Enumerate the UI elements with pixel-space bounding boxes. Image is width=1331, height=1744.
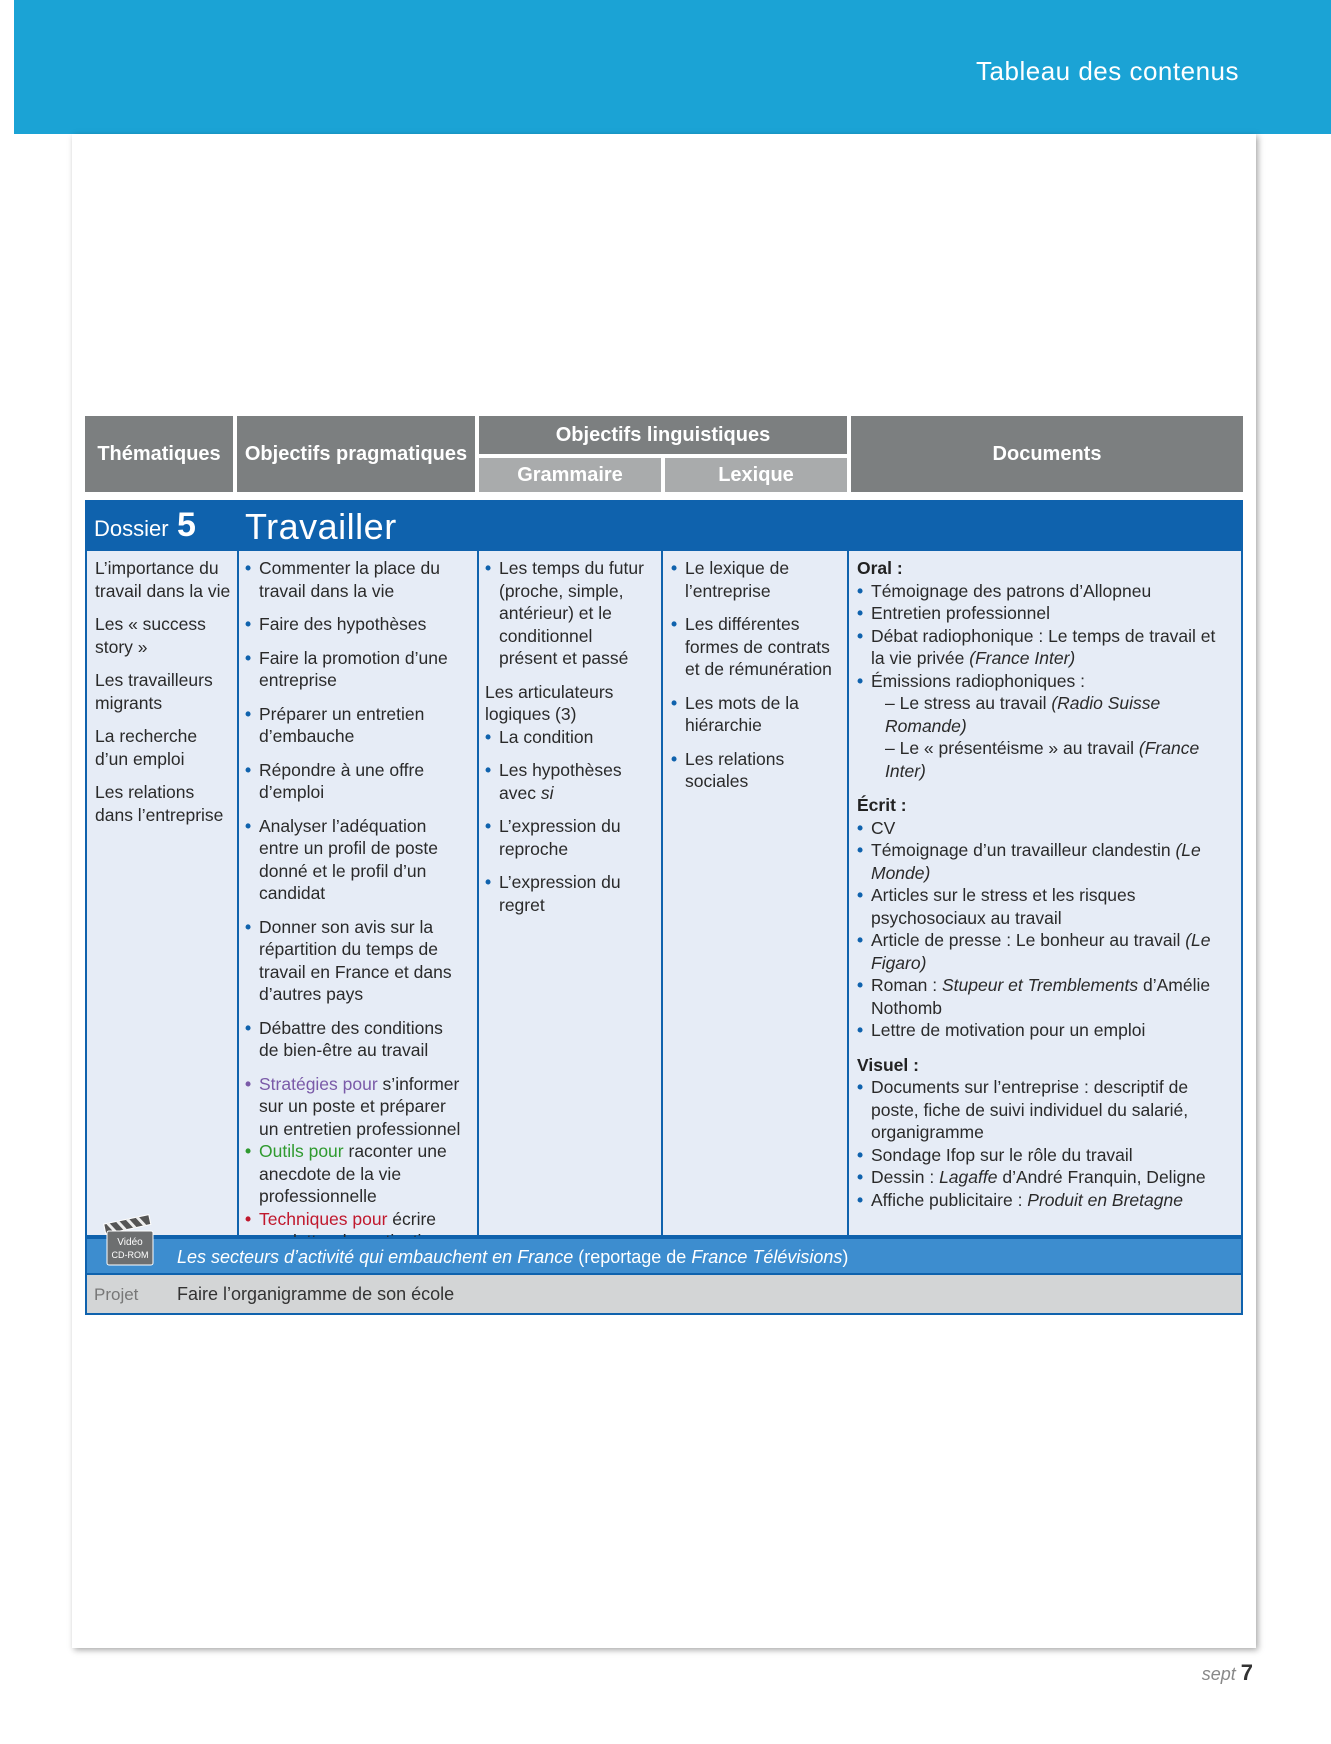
list-item: • Sondage Ifop sur le rôle du travail [857, 1144, 1233, 1167]
list-item: La recherche d’un emploi [95, 726, 198, 769]
page-number-word: sept [1201, 1664, 1236, 1684]
dossier-label: Dossier [94, 516, 169, 541]
list-item: • Entretien professionnel [857, 602, 1233, 625]
projet-text: Faire l’organigramme de son école [177, 1284, 455, 1304]
column-pragmatiques [237, 551, 479, 1235]
projet-row [85, 1275, 1243, 1315]
video-description: Les secteurs d’activité qui embauchent en France (reportage de France Télévisions) [177, 1247, 849, 1267]
dossier-number: 5 [177, 506, 196, 544]
list-item: • Analyser l’adéquation entre un profil de poste donné et le profil d’un candidat [245, 815, 467, 905]
dossier-title: Travailler [245, 506, 397, 547]
header-thematiques: Thématiques [85, 416, 233, 492]
oral-heading: Oral : [857, 558, 903, 578]
header-lexique: Lexique [665, 458, 847, 492]
list-item: • Donner son avis sur la répartition du temps de travail en France et dans d’autres pays [245, 916, 467, 1006]
list-item: Les travailleurs migrants [95, 670, 213, 713]
list-item: • Débat radiophonique : Le temps de travail et la vie privée (France Inter) [857, 625, 1233, 670]
list-item: • Dessin : Lagaffe d’André Franquin, Deligne [857, 1166, 1233, 1189]
table-body [85, 551, 1243, 1237]
list-item: • Répondre à une offre d’emploi [245, 759, 467, 804]
strategies-item: • Stratégies pour s’informer sur un poste et préparer un entretien professionnel [245, 1073, 467, 1141]
list-item: • Les temps du futur (proche, simple, antérieur) et le conditionnel présent et passé [485, 557, 655, 670]
video-row [85, 1237, 1243, 1275]
video-clapperboard-icon [101, 1205, 159, 1269]
list-item: • Affiche publicitaire : Produit en Bretagne [857, 1189, 1233, 1212]
articulateurs-label: Les articulateurs logiques (3) [485, 681, 614, 724]
header-documents: Documents [851, 416, 1243, 492]
cdrom-icon-label: CD-ROM [111, 1250, 149, 1260]
list-item: • Débattre des conditions de bien-être au travail [245, 1017, 467, 1062]
column-grammaire [477, 551, 663, 1235]
list-item: • Émissions radiophoniques : – Le stress au travail (Radio Suisse Romande) – Le « présentéisme » au travail (France Inter) [857, 670, 1233, 783]
list-item: • Documents sur l’entreprise : descriptif de poste, fiche de suivi individuel du salarié, organigramme [857, 1076, 1233, 1144]
list-item: • La condition [485, 726, 655, 749]
projet-label: Projet [94, 1285, 139, 1304]
list-item: • Les relations sociales [671, 748, 839, 793]
visuel-heading: Visuel : [857, 1054, 919, 1075]
video-icon-label: Vidéo [117, 1237, 143, 1248]
header-banner [14, 0, 1331, 134]
page-number [1202, 1660, 1253, 1686]
page-number-digit: 7 [1240, 1660, 1253, 1685]
ecrit-heading: Écrit : [857, 795, 907, 815]
header-objectifs-pragmatiques: Objectifs pragmatiques [237, 416, 475, 492]
list-item: • Articles sur le stress et les risques psychosociaux au travail [857, 884, 1233, 929]
list-item: • Article de presse : Le bonheur au travail (Le Figaro) [857, 929, 1233, 974]
list-item: • L’expression du reproche [485, 815, 655, 860]
sub-item: – Le « présentéisme » au travail (France Inter) [885, 738, 1200, 781]
table-header [85, 416, 1243, 492]
list-item: • Les hypothèses avec si [485, 759, 655, 804]
list-item: • Roman : Stupeur et Tremblements d’Amélie Nothomb [857, 974, 1233, 1019]
list-item: • CV [857, 817, 1233, 840]
column-thematiques [87, 551, 239, 1235]
list-item: L’importance du travail dans la vie [95, 558, 231, 601]
list-item: • Commenter la place du travail dans la vie [245, 557, 467, 602]
header-grammaire: Grammaire [479, 458, 661, 492]
list-item: • Témoignage des patrons d’Allopneu [857, 580, 1233, 603]
list-item: • Témoignage d’un travailleur clandestin (Le Monde) [857, 839, 1233, 884]
section-title: Tableau des contenus [976, 56, 1239, 86]
list-item: • Faire des hypothèses [245, 613, 467, 636]
column-lexique [663, 551, 849, 1235]
list-item: • L’expression du regret [485, 871, 655, 916]
dossier-bar [85, 500, 1243, 551]
techniques-item: • Techniques pour écrire [245, 1208, 467, 1253]
outils-item: • Outils pour raconter une anecdote de la vie professionnelle [245, 1140, 467, 1208]
list-item: • Lettre de motivation pour un emploi [857, 1019, 1233, 1042]
sub-item: – Le stress au travail (Radio Suisse Romande) [885, 693, 1161, 736]
list-item: • Le lexique de l’entreprise [671, 557, 839, 602]
column-documents [849, 551, 1241, 1235]
contents-table [85, 416, 1243, 492]
list-item: • Faire la promotion d’une entreprise [245, 647, 467, 692]
list-item: • Les différentes formes de contrats et de rémunération [671, 613, 839, 681]
list-item: Les relations dans l’entreprise [95, 782, 224, 825]
header-objectifs-linguistiques: Objectifs linguistiques [479, 416, 847, 454]
list-item: Les « success story » [95, 614, 206, 657]
list-item: • Les mots de la hiérarchie [671, 692, 839, 737]
list-item: • Préparer un entretien d’embauche [245, 703, 467, 748]
